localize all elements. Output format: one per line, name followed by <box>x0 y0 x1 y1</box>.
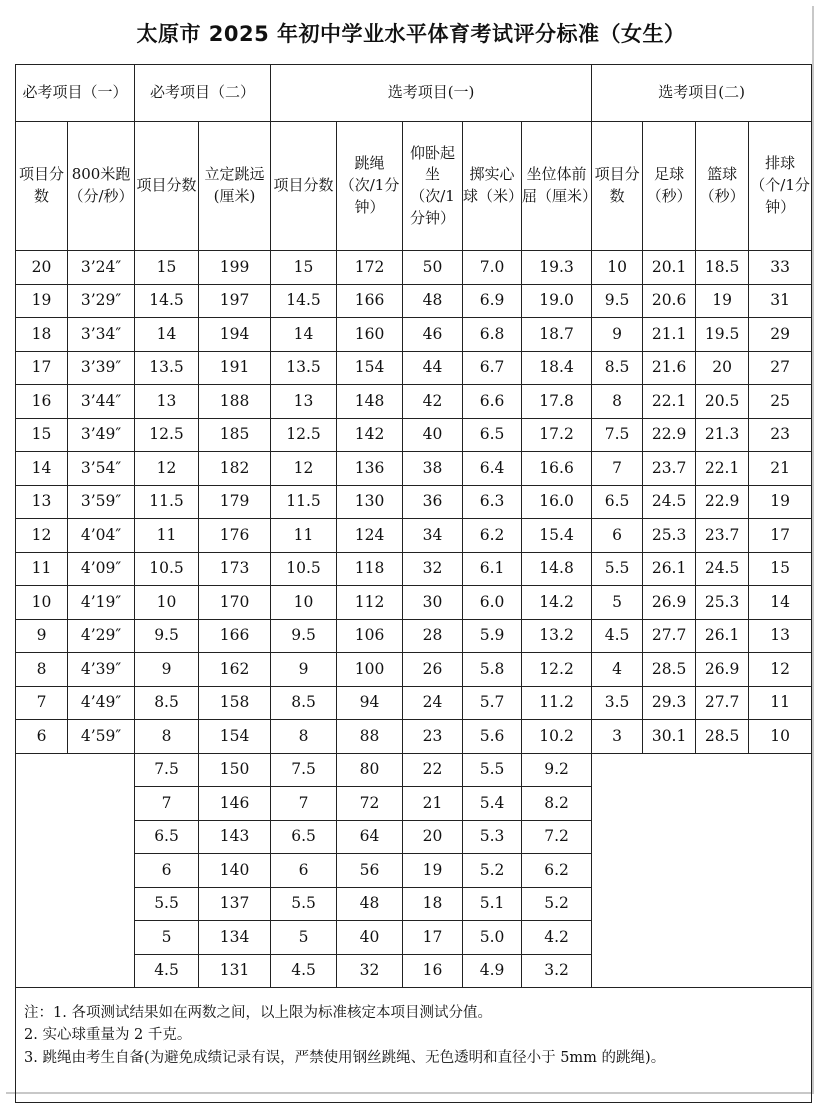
table-cell: 14.2 <box>522 586 592 620</box>
table-cell: 5.2 <box>522 887 592 921</box>
table-row <box>16 753 812 787</box>
table-cell: 23.7 <box>643 452 696 486</box>
table-cell: 18 <box>16 318 68 352</box>
table-cell: 20 <box>696 351 749 385</box>
table-cell: 6 <box>135 854 199 888</box>
table-cell: 13 <box>749 619 812 653</box>
table-cell: 118 <box>337 552 403 586</box>
table-cell: 22.9 <box>696 485 749 519</box>
table-cell: 13 <box>16 485 68 519</box>
table-cell: 20.5 <box>696 385 749 419</box>
table-cell: 21 <box>403 787 463 821</box>
col-header-score-4: 项目分数 <box>592 122 643 251</box>
table-cell: 7.0 <box>463 251 522 285</box>
table-cell: 8 <box>271 720 337 754</box>
table-cell: 21.6 <box>643 351 696 385</box>
table-cell: 136 <box>337 452 403 486</box>
table-cell: 19 <box>749 485 812 519</box>
col-header-football: 足球（秒） <box>643 122 696 251</box>
table-cell: 88 <box>337 720 403 754</box>
table-row <box>16 418 812 452</box>
table-cell: 16 <box>403 954 463 988</box>
table-cell: 14 <box>16 452 68 486</box>
table-cell: 188 <box>199 385 271 419</box>
table-cell: 16.0 <box>522 485 592 519</box>
note-line: 注：1. 各项测试结果如在两数之间，以上限为标准核定本项目测试分值。 <box>24 1005 492 1021</box>
table-cell: 15 <box>135 251 199 285</box>
table-cell: 4’09″ <box>68 552 135 586</box>
table-cell: 12.5 <box>135 418 199 452</box>
table-cell: 23.7 <box>696 519 749 553</box>
table-cell: 12.2 <box>522 653 592 687</box>
table-cell: 5.9 <box>463 619 522 653</box>
table-cell: 12 <box>749 653 812 687</box>
table-cell: 13.2 <box>522 619 592 653</box>
table-cell: 142 <box>337 418 403 452</box>
table-cell: 29 <box>749 318 812 352</box>
table-cell: 5.0 <box>463 921 522 955</box>
table-cell: 6.5 <box>271 820 337 854</box>
table-cell: 26.1 <box>643 552 696 586</box>
table-cell: 10.5 <box>135 552 199 586</box>
table-cell: 17 <box>16 351 68 385</box>
table-cell: 185 <box>199 418 271 452</box>
table-cell: 26 <box>403 653 463 687</box>
col-header-800m: 800米跑（分/秒） <box>68 122 135 251</box>
table-row <box>16 653 812 687</box>
table-cell: 11 <box>16 552 68 586</box>
col-header-sit-ups: 仰卧起坐（次/1分钟） <box>403 122 463 251</box>
notes <box>16 988 812 1103</box>
table-cell: 5.5 <box>271 887 337 921</box>
table-cell: 17 <box>403 921 463 955</box>
table-cell: 194 <box>199 318 271 352</box>
table-cell: 4.2 <box>522 921 592 955</box>
table-cell: 182 <box>199 452 271 486</box>
table-cell: 4’39″ <box>68 653 135 687</box>
table-cell: 8 <box>16 653 68 687</box>
table-cell: 6.5 <box>463 418 522 452</box>
table-cell: 3’54″ <box>68 452 135 486</box>
table-cell: 5.1 <box>463 887 522 921</box>
table-cell: 34 <box>403 519 463 553</box>
table-cell: 46 <box>403 318 463 352</box>
table-cell: 6.1 <box>463 552 522 586</box>
table-row <box>16 385 812 419</box>
table-row <box>16 720 812 754</box>
table-cell: 5 <box>592 586 643 620</box>
col-header-jump-rope: 跳绳（次/1分钟） <box>337 122 403 251</box>
table-cell: 9 <box>135 653 199 687</box>
table-row <box>16 251 812 285</box>
table-cell: 24.5 <box>696 552 749 586</box>
table-cell: 27.7 <box>696 686 749 720</box>
table-cell: 7.5 <box>135 753 199 787</box>
table-cell: 28.5 <box>643 653 696 687</box>
table-cell: 162 <box>199 653 271 687</box>
table-cell: 6.2 <box>463 519 522 553</box>
table-cell: 17.8 <box>522 385 592 419</box>
table-cell: 16.6 <box>522 452 592 486</box>
table-cell: 13.5 <box>271 351 337 385</box>
table-cell: 4’19″ <box>68 586 135 620</box>
table-cell: 3.5 <box>592 686 643 720</box>
table-cell: 6.0 <box>463 586 522 620</box>
table-cell: 38 <box>403 452 463 486</box>
table-cell: 15 <box>749 552 812 586</box>
table-cell: 3’49″ <box>68 418 135 452</box>
table-cell: 3’29″ <box>68 284 135 318</box>
page-title: 太原市 2025 年初中学业水平体育考试评分标准（女生） <box>136 22 686 46</box>
table-cell: 48 <box>403 284 463 318</box>
table-cell: 3’44″ <box>68 385 135 419</box>
table-cell: 4’29″ <box>68 619 135 653</box>
table-cell: 191 <box>199 351 271 385</box>
table-cell: 31 <box>749 284 812 318</box>
table-cell: 130 <box>337 485 403 519</box>
col-header-score-1: 项目分数 <box>16 122 68 251</box>
table-cell: 13 <box>271 385 337 419</box>
table-cell: 173 <box>199 552 271 586</box>
col-header-basketball: 篮球（秒） <box>696 122 749 251</box>
table-cell: 13.5 <box>135 351 199 385</box>
table-cell: 19 <box>696 284 749 318</box>
table-cell: 140 <box>199 854 271 888</box>
table-cell: 124 <box>337 519 403 553</box>
table-cell: 18.7 <box>522 318 592 352</box>
table-cell: 5.4 <box>463 787 522 821</box>
table-cell: 21 <box>749 452 812 486</box>
table-cell: 12 <box>135 452 199 486</box>
table-cell: 150 <box>199 753 271 787</box>
table-cell: 28 <box>403 619 463 653</box>
table-cell: 6.9 <box>463 284 522 318</box>
table-cell: 11.5 <box>135 485 199 519</box>
table-cell: 19.0 <box>522 284 592 318</box>
table-cell: 9.5 <box>271 619 337 653</box>
table-cell: 27.7 <box>643 619 696 653</box>
table-cell: 36 <box>403 485 463 519</box>
table-cell: 40 <box>403 418 463 452</box>
table-cell: 14.8 <box>522 552 592 586</box>
table-cell: 197 <box>199 284 271 318</box>
table-cell: 19 <box>403 854 463 888</box>
table-cell: 17 <box>749 519 812 553</box>
table-cell: 10 <box>135 586 199 620</box>
table-cell: 10.5 <box>271 552 337 586</box>
table-cell: 5.3 <box>463 820 522 854</box>
table-cell: 25.3 <box>696 586 749 620</box>
table-cell: 18.5 <box>696 251 749 285</box>
table-cell: 9 <box>16 619 68 653</box>
scoring-table <box>15 64 812 1103</box>
table-cell: 112 <box>337 586 403 620</box>
table-cell: 5.8 <box>463 653 522 687</box>
note-line: 2. 实心球重量为 2 千克。 <box>24 1027 192 1044</box>
table-cell: 6.2 <box>522 854 592 888</box>
table-cell: 5 <box>271 921 337 955</box>
table-row <box>16 318 812 352</box>
table-cell: 4’59″ <box>68 720 135 754</box>
table-cell: 6 <box>592 519 643 553</box>
table-row <box>16 284 812 318</box>
col-header-score-2: 项目分数 <box>135 122 199 251</box>
table-cell: 7 <box>135 787 199 821</box>
table-cell: 3’39″ <box>68 351 135 385</box>
table-cell: 15 <box>16 418 68 452</box>
table-cell: 4.5 <box>135 954 199 988</box>
table-cell: 4.9 <box>463 954 522 988</box>
table-cell: 7 <box>16 686 68 720</box>
table-cell: 6.4 <box>463 452 522 486</box>
table-cell: 48 <box>337 887 403 921</box>
table-cell: 28.5 <box>696 720 749 754</box>
table-cell: 15.4 <box>522 519 592 553</box>
table-row <box>16 586 812 620</box>
table-cell: 4 <box>592 653 643 687</box>
table-cell: 100 <box>337 653 403 687</box>
table-cell: 50 <box>403 251 463 285</box>
table-cell: 4’49″ <box>68 686 135 720</box>
table-cell: 33 <box>749 251 812 285</box>
blank-cell <box>16 753 135 988</box>
table-cell: 5.5 <box>592 552 643 586</box>
table-cell: 14 <box>749 586 812 620</box>
table-cell: 8.5 <box>271 686 337 720</box>
table-cell: 4.5 <box>592 619 643 653</box>
table-cell: 8.5 <box>592 351 643 385</box>
table-cell: 5.6 <box>463 720 522 754</box>
group-header-required2: 必考项目（二） <box>135 65 271 122</box>
table-cell: 6.7 <box>463 351 522 385</box>
table-cell: 21.3 <box>696 418 749 452</box>
table-cell: 6.3 <box>463 485 522 519</box>
table-cell: 4’04″ <box>68 519 135 553</box>
table-cell: 10 <box>749 720 812 754</box>
col-header-score-3: 项目分数 <box>271 122 337 251</box>
table-cell: 42 <box>403 385 463 419</box>
col-header-volleyball: 排球（个/1分钟） <box>749 122 812 251</box>
table-cell: 5.7 <box>463 686 522 720</box>
table-cell: 11 <box>271 519 337 553</box>
table-cell: 3.2 <box>522 954 592 988</box>
table-cell: 20 <box>403 820 463 854</box>
table-cell: 25.3 <box>643 519 696 553</box>
table-cell: 22.9 <box>643 418 696 452</box>
table-cell: 18 <box>403 887 463 921</box>
table-cell: 158 <box>199 686 271 720</box>
table-cell: 106 <box>337 619 403 653</box>
table-cell: 40 <box>337 921 403 955</box>
col-header-medicine-ball: 掷实心球（米） <box>463 122 522 251</box>
table-row <box>16 519 812 553</box>
group-header-row <box>16 65 812 122</box>
table-cell: 11.5 <box>271 485 337 519</box>
table-cell: 10.2 <box>522 720 592 754</box>
table-cell: 24 <box>403 686 463 720</box>
table-cell: 11 <box>135 519 199 553</box>
table-row <box>16 619 812 653</box>
table-cell: 23 <box>403 720 463 754</box>
table-cell: 179 <box>199 485 271 519</box>
table-cell: 166 <box>199 619 271 653</box>
table-cell: 6.5 <box>592 485 643 519</box>
table-cell: 131 <box>199 954 271 988</box>
group-header-elective2: 选考项目(二) <box>592 65 812 122</box>
table-cell: 176 <box>199 519 271 553</box>
table-cell: 5.2 <box>463 854 522 888</box>
table-cell: 30.1 <box>643 720 696 754</box>
table-cell: 20 <box>16 251 68 285</box>
blank-cell <box>592 753 812 988</box>
table-cell: 9.2 <box>522 753 592 787</box>
table-cell: 3’24″ <box>68 251 135 285</box>
table-cell: 72 <box>337 787 403 821</box>
table-cell: 27 <box>749 351 812 385</box>
table-cell: 14.5 <box>271 284 337 318</box>
table-cell: 14 <box>135 318 199 352</box>
table-cell: 5.5 <box>463 753 522 787</box>
table-row <box>16 351 812 385</box>
table-cell: 3’34″ <box>68 318 135 352</box>
table-cell: 10 <box>592 251 643 285</box>
table-cell: 137 <box>199 887 271 921</box>
table-cell: 6 <box>16 720 68 754</box>
table-cell: 15 <box>271 251 337 285</box>
table-cell: 26.1 <box>696 619 749 653</box>
table-cell: 154 <box>337 351 403 385</box>
table-cell: 8.2 <box>522 787 592 821</box>
table-cell: 12 <box>271 452 337 486</box>
table-cell: 20.1 <box>643 251 696 285</box>
table-cell: 8.5 <box>135 686 199 720</box>
table-cell: 21.1 <box>643 318 696 352</box>
table-cell: 13 <box>135 385 199 419</box>
table-cell: 64 <box>337 820 403 854</box>
table-row <box>16 452 812 486</box>
table-cell: 9.5 <box>592 284 643 318</box>
notes-row <box>16 988 812 1103</box>
table-cell: 7 <box>271 787 337 821</box>
table-cell: 170 <box>199 586 271 620</box>
table-cell: 12 <box>16 519 68 553</box>
table-cell: 16 <box>16 385 68 419</box>
table-cell: 154 <box>199 720 271 754</box>
table-cell: 5 <box>135 921 199 955</box>
table-cell: 6 <box>271 854 337 888</box>
table-cell: 23 <box>749 418 812 452</box>
group-header-required1: 必考项目（一） <box>16 65 135 122</box>
table-row <box>16 552 812 586</box>
table-cell: 14 <box>271 318 337 352</box>
table-cell: 7.5 <box>592 418 643 452</box>
table-cell: 26.9 <box>643 586 696 620</box>
table-cell: 44 <box>403 351 463 385</box>
table-cell: 10 <box>16 586 68 620</box>
table-cell: 14.5 <box>135 284 199 318</box>
table-cell: 3 <box>592 720 643 754</box>
table-cell: 134 <box>199 921 271 955</box>
table-cell: 199 <box>199 251 271 285</box>
table-cell: 5.5 <box>135 887 199 921</box>
table-cell: 24.5 <box>643 485 696 519</box>
table-cell: 17.2 <box>522 418 592 452</box>
table-cell: 19.3 <box>522 251 592 285</box>
table-cell: 8 <box>592 385 643 419</box>
table-cell: 172 <box>337 251 403 285</box>
table-cell: 80 <box>337 753 403 787</box>
table-cell: 7.5 <box>271 753 337 787</box>
table-cell: 3’59″ <box>68 485 135 519</box>
table-cell: 94 <box>337 686 403 720</box>
table-cell: 32 <box>403 552 463 586</box>
note-line: 3. 跳绳由考生自备(为避免成绩记录有误，严禁使用钢丝跳绳、无色透明和直径小于 5mm 的跳绳)。 <box>24 1049 666 1066</box>
table-cell: 22 <box>403 753 463 787</box>
table-cell: 146 <box>199 787 271 821</box>
table-cell: 148 <box>337 385 403 419</box>
table-cell: 4.5 <box>271 954 337 988</box>
table-cell: 7.2 <box>522 820 592 854</box>
table-cell: 6.5 <box>135 820 199 854</box>
col-header-sit-reach: 坐位体前屈（厘米） <box>522 122 592 251</box>
table-cell: 20.6 <box>643 284 696 318</box>
table-cell: 9 <box>592 318 643 352</box>
table-row <box>16 686 812 720</box>
table-cell: 22.1 <box>643 385 696 419</box>
table-cell: 19.5 <box>696 318 749 352</box>
table-cell: 30 <box>403 586 463 620</box>
table-cell: 11.2 <box>522 686 592 720</box>
column-header-row <box>16 122 812 251</box>
table-cell: 22.1 <box>696 452 749 486</box>
table-cell: 11 <box>749 686 812 720</box>
table-cell: 32 <box>337 954 403 988</box>
col-header-standing-jump: 立定跳远(厘米) <box>199 122 271 251</box>
table-cell: 10 <box>271 586 337 620</box>
table-cell: 19 <box>16 284 68 318</box>
table-cell: 29.3 <box>643 686 696 720</box>
group-header-elective1: 选考项目(一) <box>271 65 592 122</box>
table-cell: 160 <box>337 318 403 352</box>
table-cell: 9.5 <box>135 619 199 653</box>
table-row <box>16 485 812 519</box>
table-cell: 8 <box>135 720 199 754</box>
table-cell: 56 <box>337 854 403 888</box>
table-cell: 12.5 <box>271 418 337 452</box>
table-cell: 25 <box>749 385 812 419</box>
table-cell: 6.6 <box>463 385 522 419</box>
table-cell: 143 <box>199 820 271 854</box>
table-cell: 7 <box>592 452 643 486</box>
table-cell: 26.9 <box>696 653 749 687</box>
table-cell: 6.8 <box>463 318 522 352</box>
table-cell: 9 <box>271 653 337 687</box>
table-cell: 18.4 <box>522 351 592 385</box>
table-cell: 166 <box>337 284 403 318</box>
